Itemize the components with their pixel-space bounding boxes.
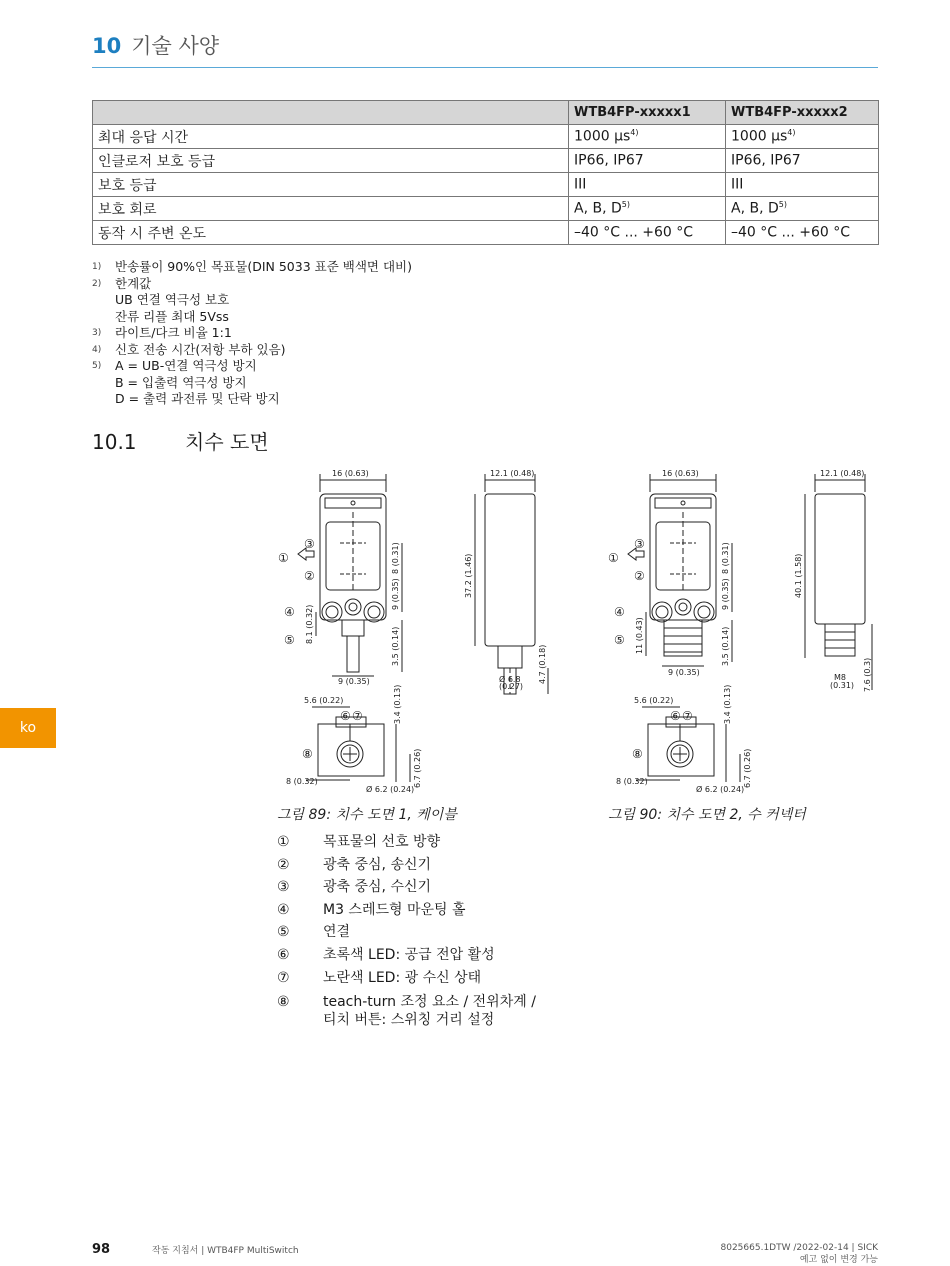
table-row (93, 125, 879, 149)
table-header-empty (93, 101, 569, 125)
cell-b: 1000 µs$^{4)}$ (726, 125, 879, 149)
marker-4: ④ (284, 605, 295, 619)
dim-m8: M8 (834, 673, 846, 682)
cell-b: III (726, 173, 879, 197)
dim-9: 9 (0.35) (721, 578, 730, 610)
dim-side-width: 12.1 (0.48) (490, 469, 535, 478)
dim-4-7: 4.7 (0.18) (538, 644, 547, 684)
dim-3-4: 3.4 (0.13) (723, 684, 732, 724)
dim-3-5: 3.5 (0.14) (391, 626, 400, 666)
table-row (93, 221, 879, 245)
footnote: D = 출력 과전류 및 단락 방지 (115, 391, 280, 406)
row-label: 보호 회로 (93, 197, 569, 221)
page-number: 98 (92, 1242, 111, 1257)
dim-3-5: 3.5 (0.14) (721, 626, 730, 666)
legend-item: 티치 버튼: 스위칭 거리 설정 (323, 1012, 495, 1029)
dim-5-6: 5.6 (0.22) (304, 696, 344, 705)
dim-diameter-inch: (0.27) (499, 682, 524, 691)
dim-m8-inch: (0.31) (830, 681, 855, 690)
spec-table (92, 100, 879, 245)
dim-5-6: 5.6 (0.22) (634, 696, 674, 705)
dim-8: 8 (0.31) (391, 542, 400, 574)
dim-8: 8 (0.31) (721, 542, 730, 574)
marker-2: ② (304, 569, 315, 583)
footnote: 4) 신호 전송 시간(저항 부하 있음) (92, 341, 286, 357)
dim-bottom-diameter: Ø 6.2 (0.24) (366, 785, 415, 794)
marker-3: ③ (304, 537, 315, 551)
marker-8: ⑧ (302, 747, 313, 761)
marker-1: ① (278, 551, 289, 565)
dim-height: 40.1 (1.58) (794, 553, 803, 598)
row-label: 최대 응답 시간 (93, 125, 569, 149)
marker-7: ⑦ (352, 709, 363, 723)
cell-b: –40 °C ... +60 °C (726, 221, 879, 245)
cell-b: IP66, IP67 (726, 149, 879, 173)
table-row (93, 173, 879, 197)
dim-top-width: 16 (0.63) (332, 469, 369, 478)
cell-a: III (569, 173, 726, 197)
section-title: 치수 도면 (185, 430, 269, 454)
table-row (93, 149, 879, 173)
footnote: 2) 한계값 (92, 275, 152, 291)
cell-a: 1000 µs$^{4)}$ (569, 125, 726, 149)
chapter-header (92, 30, 219, 60)
footnotes (92, 259, 412, 408)
table-header-col-a: WTB4FP-xxxxx1 (569, 101, 726, 125)
dim-8-1: 8.1 (0.32) (305, 604, 314, 644)
table-row (93, 197, 879, 221)
language-tab: ko (0, 708, 56, 748)
table-header-row (93, 101, 879, 125)
dim-top-width: 16 (0.63) (662, 469, 699, 478)
marker-3: ③ (634, 537, 645, 551)
cell-a: –40 °C ... +60 °C (569, 221, 726, 245)
dim-6-7: 6.7 (0.26) (743, 748, 752, 788)
legend-item: ⑤ 연결 (277, 924, 351, 941)
dim-bottom-9: 9 (0.35) (338, 677, 370, 686)
dim-bottom-8: 8 (0.32) (286, 777, 318, 786)
footnote: 1) 반송률이 90%인 목표물(DIN 5033 표준 백색면 대비) (92, 259, 412, 274)
figure-caption-90: 그림 90: 치수 도면 2, 수 커넥터 (608, 807, 806, 823)
legend-item: ① 목표물의 선호 방향 (277, 834, 441, 850)
dimension-drawing-connector (600, 462, 880, 802)
cell-a: IP66, IP67 (569, 149, 726, 173)
dim-diameter: Ø 6.8 (499, 675, 521, 684)
footnote: UB 연결 역극성 보호 (115, 292, 230, 307)
row-label: 보호 등급 (93, 173, 569, 197)
dim-7-6: 7.6 (0.3) (863, 657, 872, 692)
legend-item: ⑥ 초록색 LED: 공급 전압 활성 (277, 946, 495, 963)
marker-5: ⑤ (284, 633, 295, 647)
legend-item: ⑦ 노란색 LED: 광 수신 상태 (277, 969, 482, 986)
chapter-number: 10 (92, 34, 122, 58)
dim-11: 11 (0.43) (635, 617, 644, 654)
dim-side-width: 12.1 (0.48) (820, 469, 865, 478)
document-title: 작동 지침서 | WTB4FP MultiSwitch (152, 1246, 299, 1256)
figure-legend (277, 831, 536, 1029)
section-heading (92, 426, 269, 455)
legend-item: ⑧ teach-turn 조정 요소 / 전위차계 / (277, 994, 536, 1011)
row-label: 인클로저 보호 등급 (93, 149, 569, 173)
document-code: 8025665.1DTW /2022-02-14 | SICK 예고 없이 변경 가능 (720, 1243, 878, 1265)
dim-bottom-8: 8 (0.32) (616, 777, 648, 786)
chapter-title: 기술 사양 (131, 34, 220, 58)
cell-a: A, B, $D^{5)}$ (569, 197, 726, 221)
marker-4: ④ (614, 605, 625, 619)
dim-height: 37.2 (1.46) (464, 553, 473, 598)
header-divider (92, 67, 878, 68)
legend-item: ② 광축 중심, 송신기 (277, 856, 432, 873)
cell-b: A, B, $D^{5)}$ (726, 197, 879, 221)
marker-5: ⑤ (614, 633, 625, 647)
figure-caption-89: 그림 89: 치수 도면 1, 케이블 (277, 807, 457, 823)
marker-8: ⑧ (632, 747, 643, 761)
dim-bottom-9: 9 (0.35) (668, 668, 700, 677)
marker-6: ⑥ (340, 709, 351, 723)
section-number: 10.1 (92, 430, 137, 454)
dim-3-4: 3.4 (0.13) (393, 684, 402, 724)
footnote: 3) 라이트/다크 비율 1:1 (92, 325, 232, 340)
marker-1: ① (608, 551, 619, 565)
footnote: 5) A = UB-연결 역극성 방지 (92, 358, 257, 373)
dim-6-7: 6.7 (0.26) (413, 748, 422, 788)
marker-6: ⑥ (670, 709, 681, 723)
marker-2: ② (634, 569, 645, 583)
marker-7: ⑦ (682, 709, 693, 723)
dim-9: 9 (0.35) (391, 578, 400, 610)
row-label: 동작 시 주변 온도 (93, 221, 569, 245)
dim-bottom-diameter: Ø 6.2 (0.24) (696, 785, 745, 794)
footnote: B = 입출력 역극성 방지 (115, 374, 247, 390)
legend-item: ③ 광축 중심, 수신기 (277, 879, 432, 896)
legend-item: ④ M3 스레드형 마운팅 홀 (277, 901, 466, 918)
table-header-col-b: WTB4FP-xxxxx2 (726, 101, 879, 125)
footnote: 잔류 리플 최대 5Vss (115, 308, 229, 324)
dimension-drawing-cable (270, 462, 570, 802)
